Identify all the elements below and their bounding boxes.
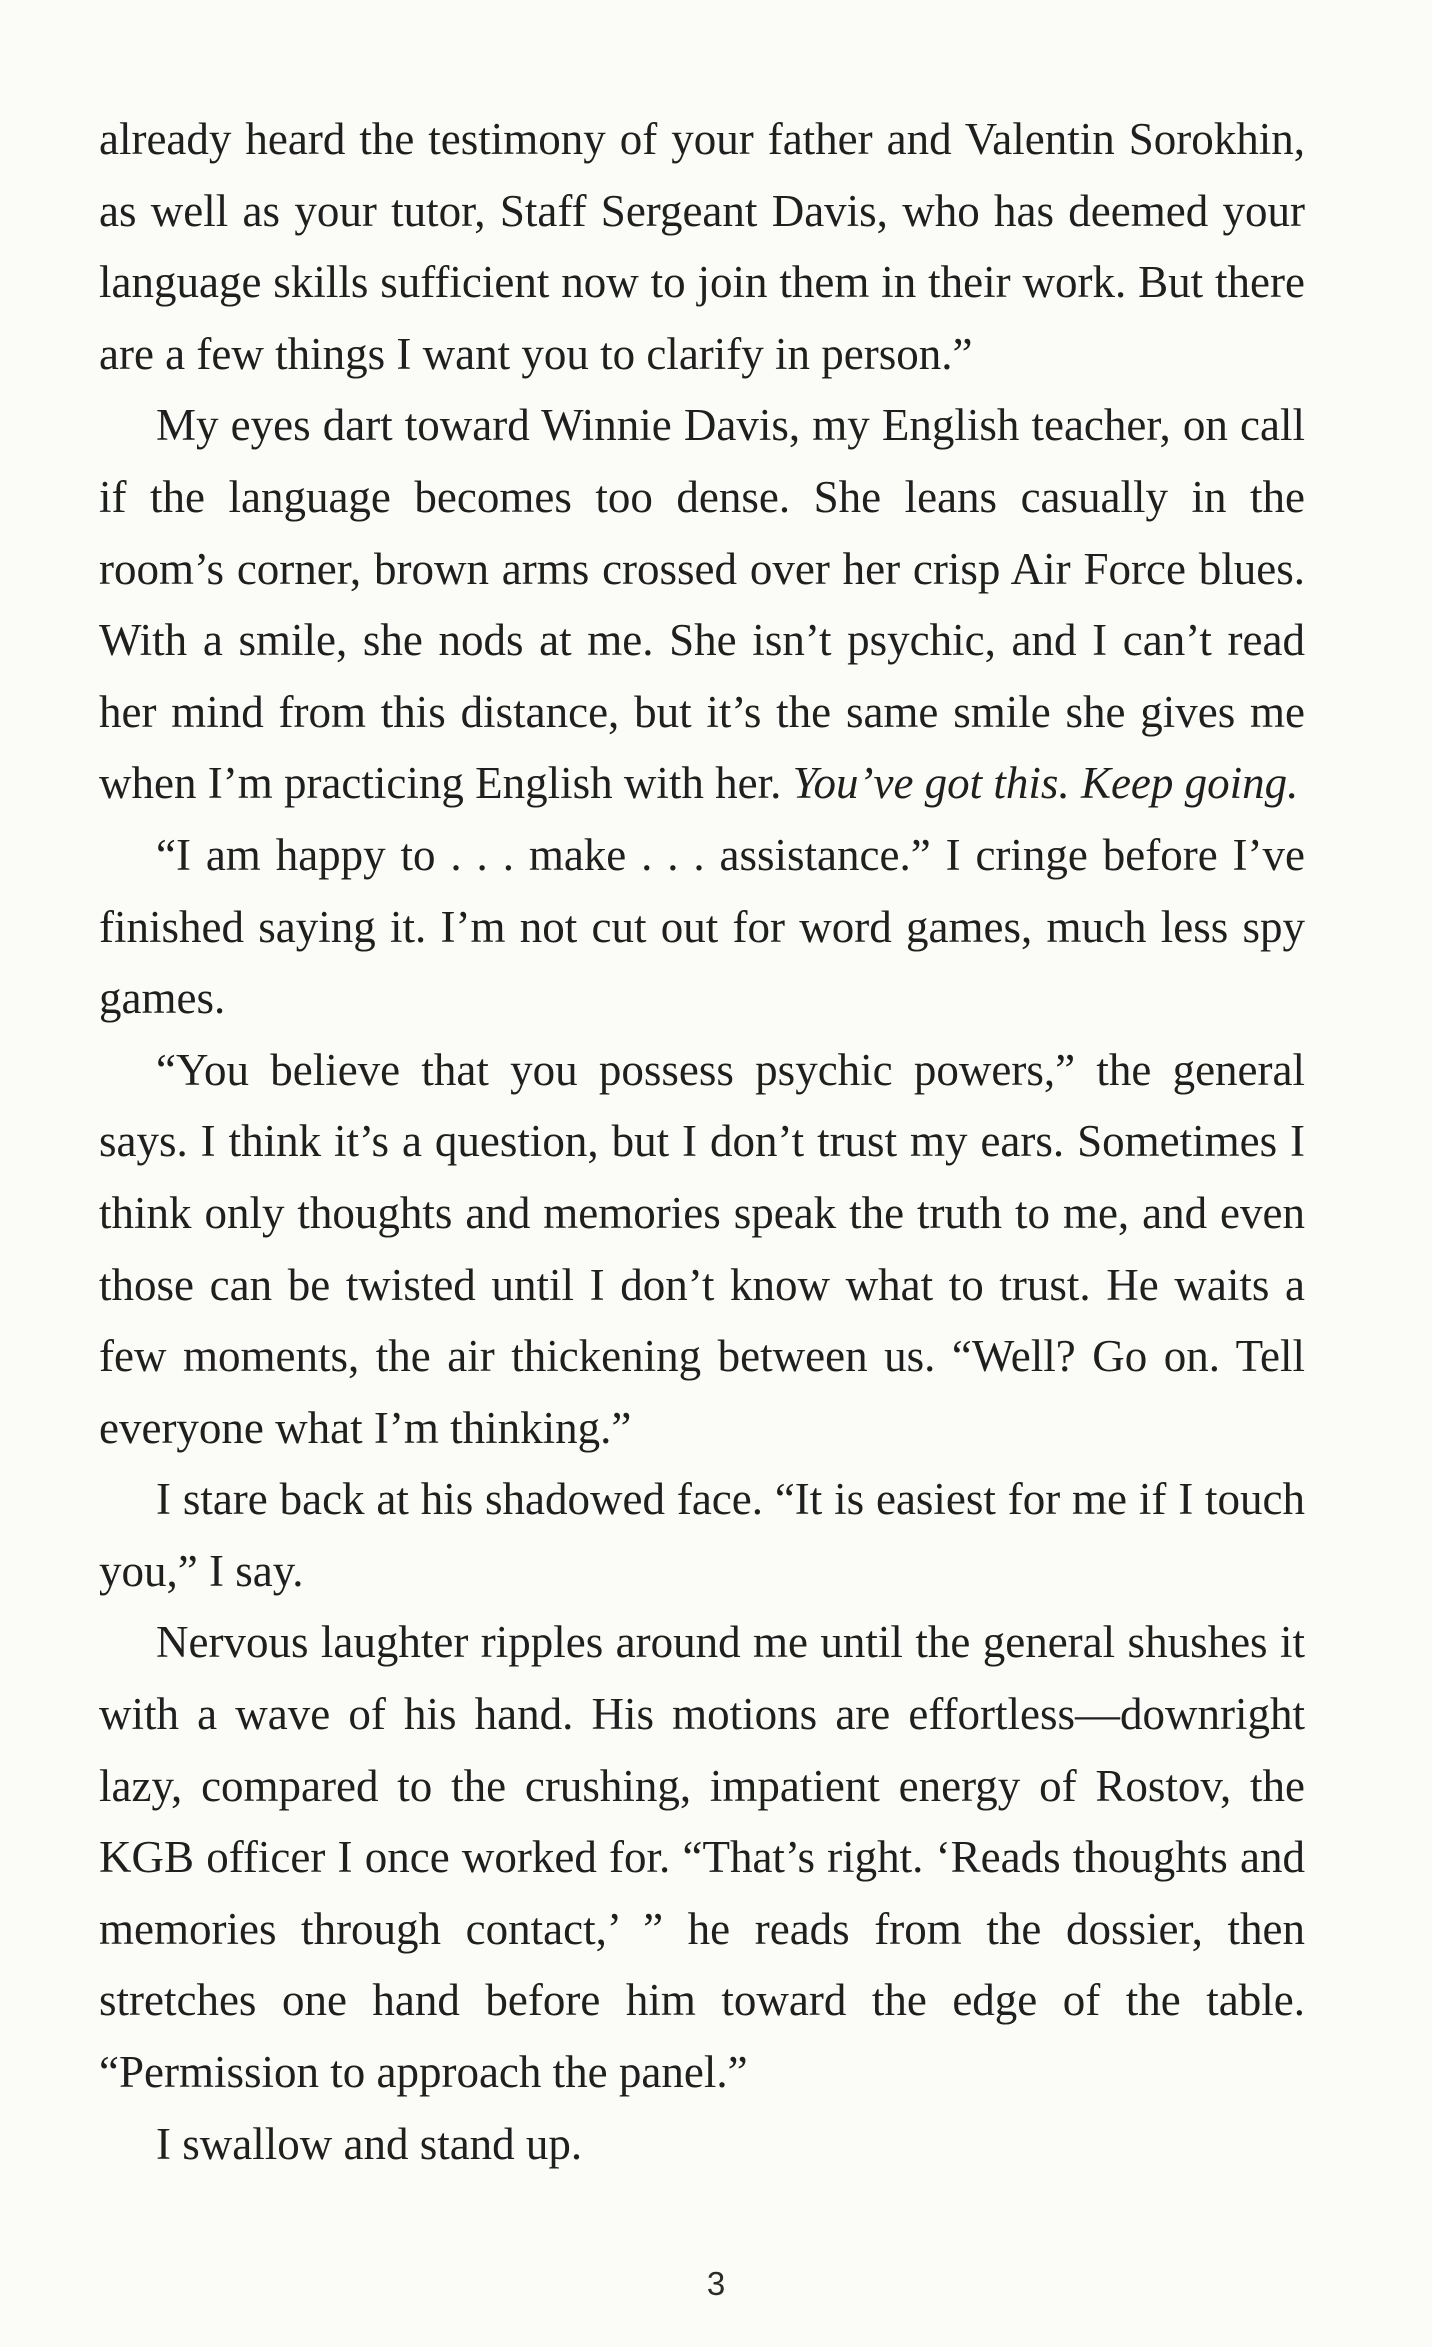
paragraph: “I am happy to . . . make . . . assistance.” I cringe before I’ve finished saying it. I’m not cut out for word games, much less spy games. bbox=[99, 829, 1305, 1024]
paragraph: I swallow and stand up. bbox=[156, 2118, 583, 2169]
page-number: 3 bbox=[706, 2265, 726, 2302]
paragraph bbox=[99, 390, 1305, 820]
paragraph-text: My eyes dart toward Winnie Davis, my English teacher, on call if the language becomes too dense. She leans casually in the room’s corner, brown arms crossed over her crisp Air Force blues. With a smile, she nods at me. She isn’t psychic, and I can’t read her mind from this distance, but it’s the same smile she gives me when I’m practicing English with her. bbox=[99, 400, 1305, 809]
italic-thought: You’ve got this. Keep going. bbox=[792, 758, 1299, 809]
paragraph: I stare back at his shadowed face. “It is easiest for me if I touch you,” I say. bbox=[99, 1474, 1305, 1596]
paragraph: Nervous laughter ripples around me until the general shushes it with a wave of his hand. His motions are effortless—downright lazy, compared to the crushing, impatient energy of Rostov, the KGB officer I once worked for. “That’s right. ‘Reads thoughts and memories through contact,’ ” he reads from the dossier, then stretches one hand before him toward the edge of the table. “Permission to approach the panel.” bbox=[99, 1617, 1305, 2098]
paragraph: already heard the testimony of your father and Valentin Sorokhin, as well as your tutor, Staff Sergeant Davis, who has deemed your language skills sufficient now to join them in their work. But there are a few things I want you to clarify in person.” bbox=[99, 114, 1305, 379]
body-text bbox=[99, 104, 1305, 2180]
paragraph: “You believe that you possess psychic powers,” the general says. I think it’s a question, but I don’t trust my ears. Sometimes I think only thoughts and memories speak the truth to me, and even those can be twisted until I don’t know what to trust. He waits a few moments, the air thickening between us. “Well? Go on. Tell everyone what I’m thinking.” bbox=[99, 1044, 1305, 1453]
